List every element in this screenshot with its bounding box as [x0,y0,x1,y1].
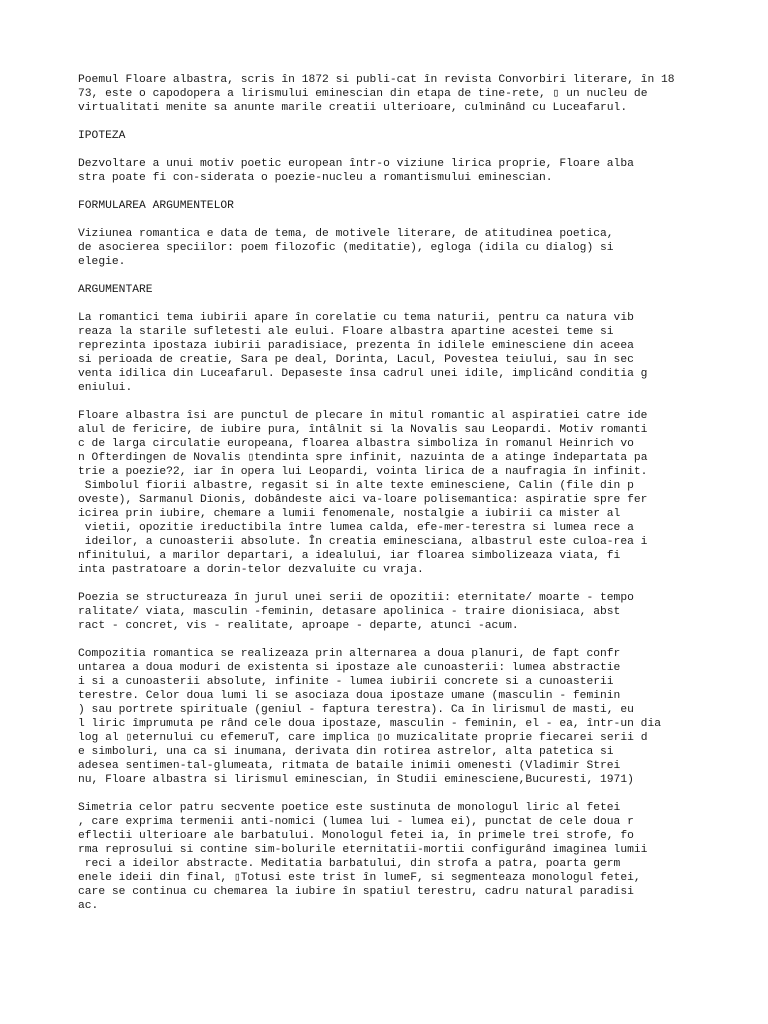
text-line: virtualitati menite sa anunte marile creatii ulterioare, culminând cu Luceafarul. [78,102,628,114]
text-line: reprezinta ipostaza iubirii paradisiace, prezenta în idilele eminesciene din aceea [78,340,634,352]
text-line: care se continua cu chemarea la iubire în spatiul terestru, cadru natural paradisi [78,886,634,898]
section-heading [78,129,758,143]
text-line: inta pastratoare a dorin-telor dezvaluite cu vraja. [78,564,424,576]
text-line: untarea a doua moduri de existenta si ipostaze ale cunoasterii: lumea abstractie [78,662,621,674]
text-line: ract - concret, vis - realitate, aproape - departe, atunci -acum. [78,620,519,632]
text-line: ralitate/ viata, masculin -feminin, detasare apolinica - traire dionisiaca, abst [78,606,621,618]
text-line: Floare albastra îsi are punctul de plecare în mitul romantic al aspiratiei catre ide [78,410,648,422]
text-line: enele ideii din final, ▯Totusi este trist în lumeF, si segmenteaza monologul fetei, [78,872,641,884]
text-line: stra poate fi con-siderata o poezie-nucleu a romantismului eminescian. [78,172,553,184]
text-line: ) sau portrete spirituale (geniul - faptura terestra). Ca în lirismul de masti, eu [78,704,634,716]
text-line: , care exprima termenii anti-nomici (lumea lui - lumea ei), punctat de cele doua r [78,816,634,828]
text-line: Simbolul fiorii albastre, regasit si în alte texte eminesciene, Calin (file din p [78,480,634,492]
text-line: e simboluri, una ca si inumana, derivata din rotirea astrelor, alta patetica si [78,746,614,758]
text-line: ARGUMENTARE [78,284,153,296]
text-line: terestre. Celor doua lumi li se asociaza doua ipostaze umane (masculin - feminin [78,690,621,702]
text-line: Poezia se structureaza în jurul unei serii de opozitii: eternitate/ moarte - tempo [78,592,634,604]
text-line: c de larga circulatie europeana, floarea albastra simboliza în romanul Heinrich vo [78,438,634,450]
text-line: FORMULAREA ARGUMENTELOR [78,200,234,212]
document-page [78,73,758,927]
paragraph [78,409,758,577]
text-line: log al ▯eternului cu efemeruT, care implica ▯o muzicalitate proprie fiecarei serii d [78,732,648,744]
text-line: reci a ideilor abstracte. Meditatia barbatului, din strofa a patra, poarta germ [78,858,621,870]
text-line: eflectii ulterioare ale barbatului. Monologul fetei ia, în primele trei strofe, fo [78,830,634,842]
text-line: adesea sentimen-tal-glumeata, ritmata de bataile inimii omenesti (Vladimir Strei [78,760,621,772]
paragraph [78,591,758,633]
text-line: nu, Floare albastra si lirismul eminescian, în Studii eminesciene,Bucuresti, 1971) [78,774,634,786]
paragraph [78,647,758,787]
text-line: elegie. [78,256,126,268]
paragraph [78,227,758,269]
text-line: reaza la starile sufletesti ale eului. Floare albastra apartine acestei teme si [78,326,614,338]
text-line: La romantici tema iubirii apare în corelatie cu tema naturii, pentru ca natura vib [78,312,634,324]
text-line: l liric împrumuta pe rând cele doua ipostaze, masculin - feminin, el - ea, într-un dia [78,718,662,730]
text-line: Dezvoltare a unui motiv poetic european într-o viziune lirica proprie, Floare alba [78,158,634,170]
text-line: icirea prin iubire, chemare a lumii fenomenale, nostalgie a iubirii ca mister al [78,508,621,520]
text-line: venta idilica din Luceafarul. Depaseste însa cadrul unei idile, implicând conditia g [78,368,648,380]
paragraph [78,157,758,185]
paragraph [78,801,758,913]
text-line: trie a poezie?2, iar în opera lui Leopardi, vointa lirica de a naufragia în infinit. [78,466,648,478]
text-line: IPOTEZA [78,130,126,142]
paragraph [78,73,758,115]
section-heading [78,199,758,213]
text-line: eniului. [78,382,133,394]
text-line: Poemul Floare albastra, scris în 1872 si publi-cat în revista Convorbiri literare, în 18 [78,74,675,86]
text-line: Simetria celor patru secvente poetice este sustinuta de monologul liric al fetei [78,802,621,814]
text-line: vietii, opozitie ireductibila între lumea calda, efe-mer-terestra si lumea rece a [78,522,634,534]
text-line: ideilor, a cunoasterii absolute. În creatia eminesciana, albastrul este culoa-rea i [78,536,648,548]
text-line: i si a cunoasterii absolute, infinite - lumea iubirii concrete si a cunoasterii [78,676,614,688]
text-line: si perioada de creatie, Sara pe deal, Dorinta, Lacul, Povestea teiului, sau în sec [78,354,634,366]
text-line: Viziunea romantica e data de tema, de motivele literare, de atitudinea poetica, [78,228,614,240]
text-line: alul de fericire, de iubire pura, întâlnit si la Novalis sau Leopardi. Motiv romanti [78,424,648,436]
paragraph [78,311,758,395]
text-line: Compozitia romantica se realizeaza prin alternarea a doua planuri, de fapt confr [78,648,621,660]
text-line: 73, este o capodopera a lirismului eminescian din etapa de tine-rete, ▯ un nucleu de [78,88,648,100]
text-line: rma reprosului si contine sim-bolurile eternitatii-mortii configurând imaginea lumii [78,844,648,856]
text-line: n Ofterdingen de Novalis ▯tendinta spre infinit, nazuinta de a atinge îndepartata pa [78,452,648,464]
text-line: de asocierea speciilor: poem filozofic (meditatie), egloga (idila cu dialog) si [78,242,614,254]
text-line: ac. [78,900,99,912]
section-heading [78,283,758,297]
text-line: nfinitului, a marilor departari, a idealului, iar floarea simbolizeaza viata, fi [78,550,621,562]
text-line: oveste), Sarmanul Dionis, dobândeste aici va-loare polisemantica: aspiratie spre fer [78,494,648,506]
